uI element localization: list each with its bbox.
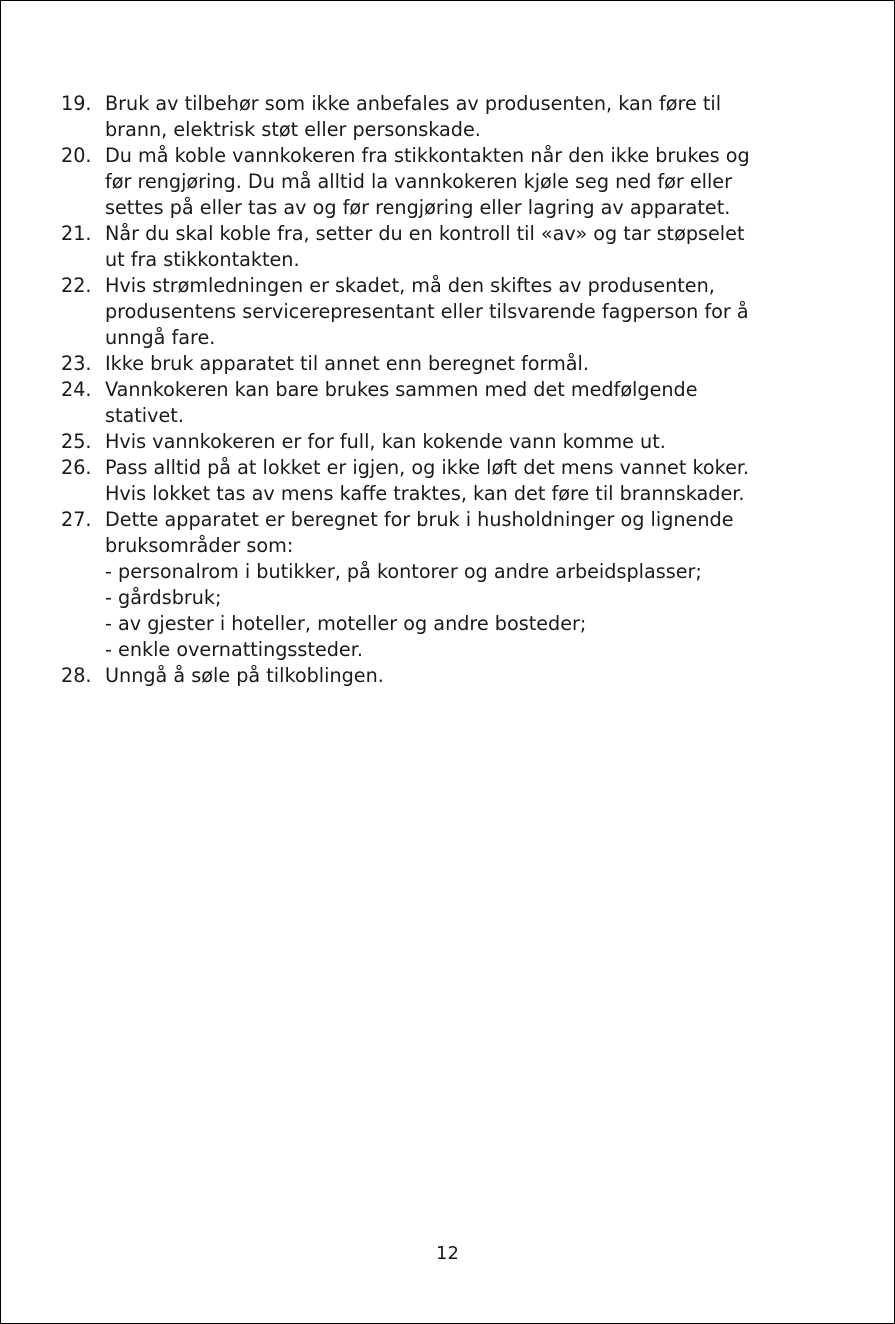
instruction-text: [105, 455, 791, 507]
instruction-text-line: - av gjester i hoteller, moteller og andre bosteder;: [105, 612, 587, 635]
instruction-text: [105, 377, 791, 429]
instruction-text-line: Hvis lokket tas av mens kaffe traktes, kan det føre til brannskader.: [105, 482, 745, 505]
instruction-text-line: Hvis strømledningen er skadet, må den skiftes av produsenten,: [105, 274, 715, 297]
instruction-number: 27.: [61, 508, 92, 531]
instruction-text-line: stativet.: [105, 404, 184, 427]
instruction-text: [105, 221, 791, 273]
instruction-text-line: brann, elektrisk støt eller personskade.: [105, 118, 481, 141]
instruction-text-line: ut fra stikkontakten.: [105, 248, 300, 271]
instruction-text: [105, 143, 791, 221]
instruction-text-line: Hvis vannkokeren er for full, kan kokende vann komme ut.: [105, 430, 666, 453]
instruction-item: [61, 663, 791, 689]
instruction-number: 24.: [61, 378, 92, 401]
instruction-text-line: - enkle overnattingssteder.: [105, 638, 363, 661]
page-number: 12: [436, 1243, 459, 1264]
instruction-number: 23.: [61, 352, 92, 375]
instruction-item: [61, 377, 791, 429]
instruction-text: [105, 351, 791, 377]
instruction-text-line: unngå fare.: [105, 326, 216, 349]
instruction-text-line: Dette apparatet er beregnet for bruk i husholdninger og lignende: [105, 508, 734, 531]
instruction-text-line: Vannkokeren kan bare brukes sammen med det medfølgende: [105, 378, 698, 401]
instruction-text-line: Bruk av tilbehør som ikke anbefales av produsenten, kan føre til: [105, 92, 722, 115]
instruction-text: [105, 507, 791, 663]
instruction-item: [61, 143, 791, 221]
instruction-number: 25.: [61, 430, 92, 453]
instruction-number: 19.: [61, 92, 92, 115]
instruction-item: [61, 273, 791, 351]
instruction-item: [61, 455, 791, 507]
instruction-item: [61, 507, 791, 663]
instruction-item: [61, 351, 791, 377]
instruction-text-line: Du må koble vannkokeren fra stikkontakten når den ikke brukes og: [105, 144, 750, 167]
instruction-text-line: produsentens servicerepresentant eller tilsvarende fagperson for å: [105, 300, 749, 323]
instruction-text-line: bruksområder som:: [105, 534, 294, 557]
instruction-number: 21.: [61, 222, 92, 245]
instruction-text-line: Pass alltid på at lokket er igjen, og ikke løft det mens vannet koker.: [105, 456, 750, 479]
instruction-text-line: - gårdsbruk;: [105, 586, 222, 609]
instruction-text: [105, 91, 791, 143]
instruction-text-line: - personalrom i butikker, på kontorer og andre arbeidsplasser;: [105, 560, 702, 583]
instruction-item: [61, 221, 791, 273]
instruction-text: [105, 429, 791, 455]
instruction-text-line: Ikke bruk apparatet til annet enn beregnet formål.: [105, 352, 589, 375]
instruction-item: [61, 91, 791, 143]
instruction-text: [105, 663, 791, 689]
instruction-item: [61, 429, 791, 455]
instruction-text-line: Når du skal koble fra, setter du en kontroll til «av» og tar støpselet: [105, 222, 745, 245]
instruction-text: [105, 273, 791, 351]
instruction-number: 20.: [61, 144, 92, 167]
safety-instructions-list: [61, 91, 791, 689]
instruction-number: 28.: [61, 664, 92, 687]
instruction-text-line: Unngå å søle på tilkoblingen.: [105, 664, 384, 687]
instruction-number: 22.: [61, 274, 92, 297]
instruction-text-line: før rengjøring. Du må alltid la vannkokeren kjøle seg ned før eller: [105, 170, 732, 193]
instruction-number: 26.: [61, 456, 92, 479]
instruction-text-line: settes på eller tas av og før rengjøring eller lagring av apparatet.: [105, 196, 731, 219]
